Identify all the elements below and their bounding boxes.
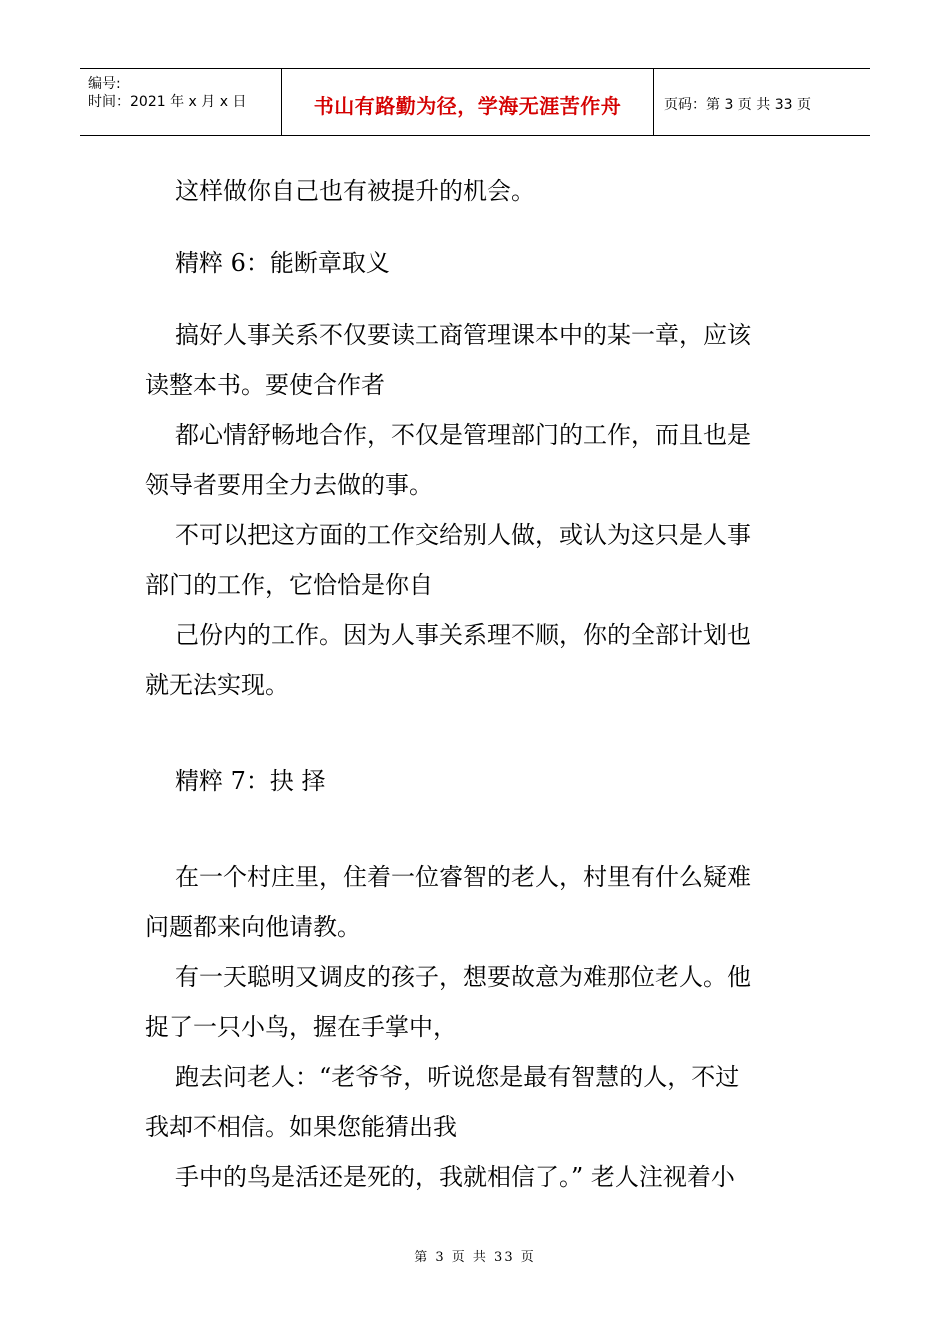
paragraph-line: 领导者要用全力去做的事。 bbox=[145, 471, 433, 499]
document-number-label: 编号: bbox=[88, 76, 121, 92]
paragraph-line: 己份内的工作。因为人事关系理不顺，你的全部计划也 bbox=[175, 621, 751, 649]
section-heading-7: 精粹 7：抉 择 bbox=[175, 767, 326, 795]
paragraph-line: 这样做你自己也有被提升的机会。 bbox=[175, 177, 535, 205]
paragraph-line: 有一天聪明又调皮的孩子，想要故意为难那位老人。他 bbox=[175, 963, 751, 991]
paragraph-line: 跑去问老人：“老爷爷，听说您是最有智慧的人，不过 bbox=[175, 1063, 740, 1091]
paragraph-line: 读整本书。要使合作者 bbox=[145, 371, 385, 399]
paragraph-line: 不可以把这方面的工作交给别人做，或认为这只是人事 bbox=[175, 521, 751, 549]
paragraph-line: 搞好人事关系不仅要读工商管理课本中的某一章，应该 bbox=[175, 321, 751, 349]
page-footer: 第 3 页 共 33 页 bbox=[414, 1250, 536, 1265]
paragraph-line: 在一个村庄里，住着一位睿智的老人，村里有什么疑难 bbox=[175, 863, 751, 891]
paragraph-line: 问题都来向他请教。 bbox=[145, 913, 361, 941]
header-page-info: 页码：第 3 页 共 33 页 bbox=[664, 97, 811, 113]
page-header bbox=[80, 68, 870, 136]
paragraph-line: 手中的鸟是活还是死的，我就相信了。” 老人注视着小 bbox=[175, 1163, 735, 1191]
document-body bbox=[145, 166, 805, 1202]
paragraph-line: 都心情舒畅地合作，不仅是管理部门的工作，而且也是 bbox=[175, 421, 751, 449]
section-heading-6: 精粹 6：能断章取义 bbox=[175, 249, 390, 277]
paragraph-line: 就无法实现。 bbox=[145, 671, 289, 699]
paragraph-line: 我却不相信。如果您能猜出我 bbox=[145, 1113, 457, 1141]
header-motto-cell bbox=[282, 69, 654, 135]
paragraph-line: 部门的工作，它恰恰是你自 bbox=[145, 571, 433, 599]
document-time-label: 时间：2021 年 x 月 x 日 bbox=[88, 94, 247, 110]
header-motto: 书山有路勤为径，学海无涯苦作舟 bbox=[313, 93, 622, 118]
header-meta bbox=[80, 69, 282, 135]
paragraph-line: 捉了一只小鸟，握在手掌中， bbox=[145, 1013, 457, 1041]
